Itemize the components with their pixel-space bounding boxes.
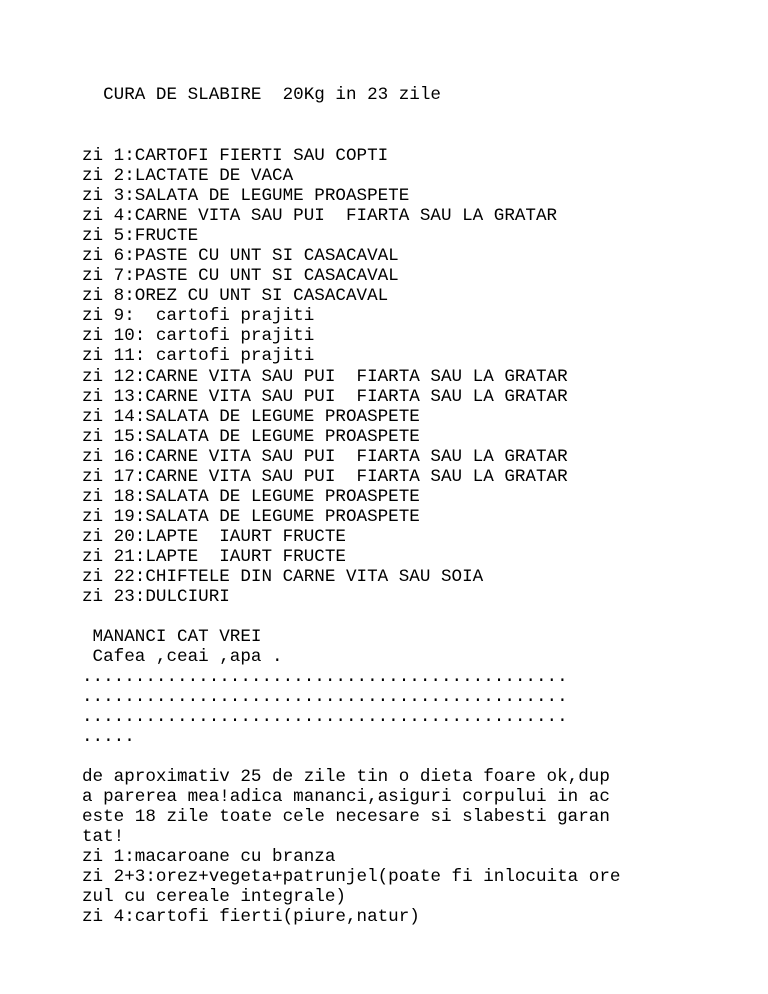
diet-day-item: zi 17:CARNE VITA SAU PUI FIARTA SAU LA GRATAR [82,466,568,487]
paragraph-line: zul cu cereale integrale) [82,887,346,908]
diet-day-item: zi 19:SALATA DE LEGUME PROASPETE [82,506,420,527]
dots-line: .............................................. [82,687,568,708]
paragraph-line: de aproximativ 25 de zile tin o dieta foare ok,dup [82,767,610,787]
diet-day-item: zi 4:CARNE VITA SAU PUI FIARTA SAU LA GRATAR [82,206,558,227]
diet-day-item: zi 16:CARNE VITA SAU PUI FIARTA SAU LA GRATAR [82,446,568,467]
paragraph-line: tat! [82,827,125,848]
note-line: Cafea ,ceai ,apa . [82,647,283,668]
diet-day-item: zi 8:OREZ CU UNT SI CASACAVAL [82,286,389,307]
dots-line: .............................................. [82,707,568,728]
diet-day-item: zi 23:DULCIURI [82,587,230,608]
paragraph-line: zi 1:macaroane cu branza [82,847,336,868]
diet-day-item: zi 10: cartofi prajiti [82,326,315,347]
diet-day-item: zi 11: cartofi prajiti [82,346,315,367]
paragraph-line: zi 2+3:orez+vegeta+patrunjel(poate fi inlocuita ore [82,867,621,888]
diet-day-item: zi 5:FRUCTE [82,226,199,247]
diet-day-item: zi 20:LAPTE IAURT FRUCTE [82,526,346,547]
note-line: MANANCI CAT VREI [82,627,262,647]
paragraph-line: zi 4:cartofi fierti(piure,natur) [82,907,420,928]
diet-day-item: zi 1:CARTOFI FIERTI SAU COPTI [82,146,389,166]
drinks-note [82,627,283,667]
document-title: CURA DE SLABIRE 20Kg in 23 zile [82,85,441,105]
second-diet-paragraph [82,767,620,927]
diet-day-item: zi 15:SALATA DE LEGUME PROASPETE [82,426,420,447]
diet-day-item: zi 13:CARNE VITA SAU PUI FIARTA SAU LA GRATAR [82,386,568,407]
diet-day-item: zi 18:SALATA DE LEGUME PROASPETE [82,486,420,507]
diet-day-item: zi 7:PASTE CU UNT SI CASACAVAL [82,266,399,287]
diet-day-item: zi 22:CHIFTELE DIN CARNE VITA SAU SOIA [82,566,484,587]
paragraph-line: a parerea mea!adica mananci,asiguri corpului in ac [82,787,610,808]
diet-day-item: zi 3:SALATA DE LEGUME PROASPETE [82,186,410,207]
diet-day-item: zi 21:LAPTE IAURT FRUCTE [82,546,346,567]
dots-line: .............................................. [82,667,568,687]
dots-line: ..... [82,727,135,748]
diet-day-item: zi 6:PASTE CU UNT SI CASACAVAL [82,246,399,267]
diet-day-item: zi 14:SALATA DE LEGUME PROASPETE [82,406,420,427]
paragraph-line: este 18 zile toate cele necesare si slabesti garan [82,807,610,828]
diet-day-item: zi 9: cartofi prajiti [82,306,315,327]
dotted-separator [82,667,568,747]
diet-day-list [82,146,568,607]
diet-day-item: zi 12:CARNE VITA SAU PUI FIARTA SAU LA GRATAR [82,366,568,387]
diet-day-item: zi 2:LACTATE DE VACA [82,166,294,187]
